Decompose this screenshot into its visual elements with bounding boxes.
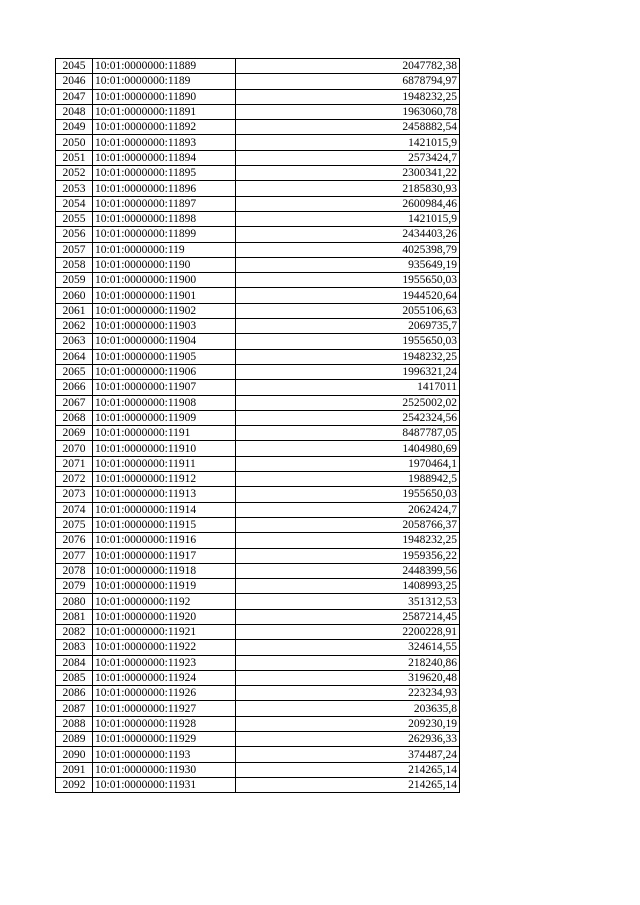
row-number-cell: 2087: [56, 701, 93, 716]
cadastral-number-cell: 10:01:0000000:11928: [93, 716, 236, 731]
table-row: [56, 655, 460, 670]
cadastral-number-cell: 10:01:0000000:11904: [93, 334, 236, 349]
row-number-cell: 2070: [56, 441, 93, 456]
row-number-cell: 2085: [56, 670, 93, 685]
cadastral-number-cell: 10:01:0000000:11915: [93, 517, 236, 532]
cadastral-number-cell: 10:01:0000000:11917: [93, 548, 236, 563]
amount-cell: 2055106,63: [236, 303, 460, 318]
cadastral-number-cell: 10:01:0000000:11892: [93, 120, 236, 135]
amount-cell: 1955650,03: [236, 334, 460, 349]
table-row: [56, 89, 460, 104]
amount-cell: 1955650,03: [236, 487, 460, 502]
amount-cell: 2434403,26: [236, 227, 460, 242]
cadastral-number-cell: 10:01:0000000:11911: [93, 456, 236, 471]
table-row: [56, 670, 460, 685]
table-row: [56, 594, 460, 609]
table-row: [56, 288, 460, 303]
cadastral-number-cell: 10:01:0000000:11898: [93, 211, 236, 226]
data-table: [55, 58, 460, 793]
amount-cell: 2062424,7: [236, 502, 460, 517]
row-number-cell: 2084: [56, 655, 93, 670]
table-row: [56, 426, 460, 441]
row-number-cell: 2059: [56, 273, 93, 288]
cadastral-number-cell: 10:01:0000000:1193: [93, 747, 236, 762]
table-row: [56, 211, 460, 226]
cadastral-number-cell: 10:01:0000000:11894: [93, 150, 236, 165]
amount-cell: 4025398,79: [236, 242, 460, 257]
amount-cell: 214265,14: [236, 777, 460, 792]
amount-cell: 2525002,02: [236, 395, 460, 410]
amount-cell: 1404980,69: [236, 441, 460, 456]
table-row: [56, 257, 460, 272]
row-number-cell: 2061: [56, 303, 93, 318]
row-number-cell: 2055: [56, 211, 93, 226]
amount-cell: 8487787,05: [236, 426, 460, 441]
cadastral-number-cell: 10:01:0000000:11910: [93, 441, 236, 456]
row-number-cell: 2088: [56, 716, 93, 731]
cadastral-number-cell: 10:01:0000000:1192: [93, 594, 236, 609]
cadastral-number-cell: 10:01:0000000:11909: [93, 410, 236, 425]
cadastral-number-cell: 10:01:0000000:11916: [93, 533, 236, 548]
cadastral-number-cell: 10:01:0000000:11931: [93, 777, 236, 792]
row-number-cell: 2064: [56, 349, 93, 364]
row-number-cell: 2081: [56, 609, 93, 624]
table-row: [56, 747, 460, 762]
amount-cell: 319620,48: [236, 670, 460, 685]
amount-cell: 1948232,25: [236, 89, 460, 104]
amount-cell: 2200228,91: [236, 624, 460, 639]
table-row: [56, 609, 460, 624]
amount-cell: 2185830,93: [236, 181, 460, 196]
row-number-cell: 2083: [56, 640, 93, 655]
table-row: [56, 334, 460, 349]
table-row: [56, 319, 460, 334]
cadastral-number-cell: 10:01:0000000:11923: [93, 655, 236, 670]
row-number-cell: 2090: [56, 747, 93, 762]
cadastral-number-cell: 10:01:0000000:11896: [93, 181, 236, 196]
cadastral-number-cell: 10:01:0000000:11930: [93, 762, 236, 777]
row-number-cell: 2071: [56, 456, 93, 471]
table-row: [56, 59, 460, 74]
table-row: [56, 472, 460, 487]
row-number-cell: 2056: [56, 227, 93, 242]
cadastral-number-cell: 10:01:0000000:11906: [93, 364, 236, 379]
row-number-cell: 2065: [56, 364, 93, 379]
cadastral-number-cell: 10:01:0000000:11891: [93, 104, 236, 119]
amount-cell: 1421015,9: [236, 135, 460, 150]
amount-cell: 262936,33: [236, 732, 460, 747]
table-row: [56, 579, 460, 594]
amount-cell: 1959356,22: [236, 548, 460, 563]
table-row: [56, 548, 460, 563]
table-row: [56, 762, 460, 777]
row-number-cell: 2074: [56, 502, 93, 517]
cadastral-number-cell: 10:01:0000000:1191: [93, 426, 236, 441]
amount-cell: 2587214,45: [236, 609, 460, 624]
table-row: [56, 456, 460, 471]
cadastral-number-cell: 10:01:0000000:11900: [93, 273, 236, 288]
amount-cell: 209230,19: [236, 716, 460, 731]
cadastral-number-cell: 10:01:0000000:11926: [93, 686, 236, 701]
cadastral-number-cell: 10:01:0000000:11905: [93, 349, 236, 364]
row-number-cell: 2089: [56, 732, 93, 747]
cadastral-number-cell: 10:01:0000000:11897: [93, 196, 236, 211]
amount-cell: 2573424,7: [236, 150, 460, 165]
row-number-cell: 2048: [56, 104, 93, 119]
cadastral-number-cell: 10:01:0000000:11920: [93, 609, 236, 624]
cadastral-number-cell: 10:01:0000000:11921: [93, 624, 236, 639]
table-row: [56, 74, 460, 89]
cadastral-number-cell: 10:01:0000000:11922: [93, 640, 236, 655]
amount-cell: 2047782,38: [236, 59, 460, 74]
table-row: [56, 242, 460, 257]
row-number-cell: 2052: [56, 166, 93, 181]
cadastral-number-cell: 10:01:0000000:11902: [93, 303, 236, 318]
table-body: [56, 59, 460, 793]
table-row: [56, 150, 460, 165]
table-row: [56, 395, 460, 410]
row-number-cell: 2050: [56, 135, 93, 150]
amount-cell: 214265,14: [236, 762, 460, 777]
row-number-cell: 2068: [56, 410, 93, 425]
table-row: [56, 181, 460, 196]
amount-cell: 1948232,25: [236, 349, 460, 364]
table-row: [56, 273, 460, 288]
amount-cell: 203635,8: [236, 701, 460, 716]
cadastral-number-cell: 10:01:0000000:11924: [93, 670, 236, 685]
amount-cell: 1988942,5: [236, 472, 460, 487]
cadastral-number-cell: 10:01:0000000:11929: [93, 732, 236, 747]
amount-cell: 2458882,54: [236, 120, 460, 135]
cadastral-number-cell: 10:01:0000000:11901: [93, 288, 236, 303]
amount-cell: 6878794,97: [236, 74, 460, 89]
table-row: [56, 777, 460, 792]
table-row: [56, 502, 460, 517]
table-row: [56, 364, 460, 379]
cadastral-number-cell: 10:01:0000000:11889: [93, 59, 236, 74]
row-number-cell: 2067: [56, 395, 93, 410]
row-number-cell: 2053: [56, 181, 93, 196]
cadastral-number-cell: 10:01:0000000:11919: [93, 579, 236, 594]
table-row: [56, 624, 460, 639]
table-row: [56, 441, 460, 456]
amount-cell: 2300341,22: [236, 166, 460, 181]
row-number-cell: 2082: [56, 624, 93, 639]
table-row: [56, 716, 460, 731]
table-row: [56, 104, 460, 119]
cadastral-number-cell: 10:01:0000000:11913: [93, 487, 236, 502]
row-number-cell: 2046: [56, 74, 93, 89]
table-row: [56, 410, 460, 425]
amount-cell: 935649,19: [236, 257, 460, 272]
cadastral-number-cell: 10:01:0000000:11914: [93, 502, 236, 517]
amount-cell: 2058766,37: [236, 517, 460, 532]
row-number-cell: 2049: [56, 120, 93, 135]
cadastral-number-cell: 10:01:0000000:11903: [93, 319, 236, 334]
table-row: [56, 166, 460, 181]
amount-cell: 1948232,25: [236, 533, 460, 548]
row-number-cell: 2092: [56, 777, 93, 792]
row-number-cell: 2066: [56, 380, 93, 395]
table-row: [56, 196, 460, 211]
cadastral-number-cell: 10:01:0000000:11908: [93, 395, 236, 410]
row-number-cell: 2073: [56, 487, 93, 502]
cadastral-number-cell: 10:01:0000000:11918: [93, 563, 236, 578]
cadastral-number-cell: 10:01:0000000:11895: [93, 166, 236, 181]
row-number-cell: 2078: [56, 563, 93, 578]
row-number-cell: 2058: [56, 257, 93, 272]
table-row: [56, 640, 460, 655]
cadastral-number-cell: 10:01:0000000:1190: [93, 257, 236, 272]
table-row: [56, 517, 460, 532]
table-row: [56, 487, 460, 502]
row-number-cell: 2086: [56, 686, 93, 701]
row-number-cell: 2051: [56, 150, 93, 165]
row-number-cell: 2062: [56, 319, 93, 334]
row-number-cell: 2054: [56, 196, 93, 211]
cadastral-number-cell: 10:01:0000000:11890: [93, 89, 236, 104]
table-row: [56, 303, 460, 318]
amount-cell: 2542324,56: [236, 410, 460, 425]
row-number-cell: 2072: [56, 472, 93, 487]
row-number-cell: 2080: [56, 594, 93, 609]
table-row: [56, 563, 460, 578]
table-row: [56, 227, 460, 242]
cadastral-number-cell: 10:01:0000000:11893: [93, 135, 236, 150]
row-number-cell: 2069: [56, 426, 93, 441]
table-row: [56, 120, 460, 135]
table-row: [56, 380, 460, 395]
row-number-cell: 2063: [56, 334, 93, 349]
table-row: [56, 701, 460, 716]
cadastral-number-cell: 10:01:0000000:119: [93, 242, 236, 257]
amount-cell: 1417011: [236, 380, 460, 395]
amount-cell: 374487,24: [236, 747, 460, 762]
amount-cell: 1944520,64: [236, 288, 460, 303]
cadastral-number-cell: 10:01:0000000:11899: [93, 227, 236, 242]
cadastral-number-cell: 10:01:0000000:1189: [93, 74, 236, 89]
amount-cell: 2069735,7: [236, 319, 460, 334]
amount-cell: 218240,86: [236, 655, 460, 670]
row-number-cell: 2079: [56, 579, 93, 594]
row-number-cell: 2057: [56, 242, 93, 257]
cadastral-number-cell: 10:01:0000000:11912: [93, 472, 236, 487]
table-row: [56, 349, 460, 364]
amount-cell: 1421015,9: [236, 211, 460, 226]
row-number-cell: 2075: [56, 517, 93, 532]
amount-cell: 324614,55: [236, 640, 460, 655]
row-number-cell: 2077: [56, 548, 93, 563]
row-number-cell: 2045: [56, 59, 93, 74]
row-number-cell: 2076: [56, 533, 93, 548]
amount-cell: 2448399,56: [236, 563, 460, 578]
amount-cell: 1970464,1: [236, 456, 460, 471]
row-number-cell: 2047: [56, 89, 93, 104]
table-row: [56, 135, 460, 150]
row-number-cell: 2091: [56, 762, 93, 777]
cadastral-number-cell: 10:01:0000000:11907: [93, 380, 236, 395]
row-number-cell: 2060: [56, 288, 93, 303]
cadastral-number-cell: 10:01:0000000:11927: [93, 701, 236, 716]
amount-cell: 351312,53: [236, 594, 460, 609]
table-row: [56, 732, 460, 747]
amount-cell: 1955650,03: [236, 273, 460, 288]
amount-cell: 1408993,25: [236, 579, 460, 594]
amount-cell: 223234,93: [236, 686, 460, 701]
amount-cell: 1996321,24: [236, 364, 460, 379]
amount-cell: 2600984,46: [236, 196, 460, 211]
amount-cell: 1963060,78: [236, 104, 460, 119]
table-row: [56, 686, 460, 701]
table-row: [56, 533, 460, 548]
